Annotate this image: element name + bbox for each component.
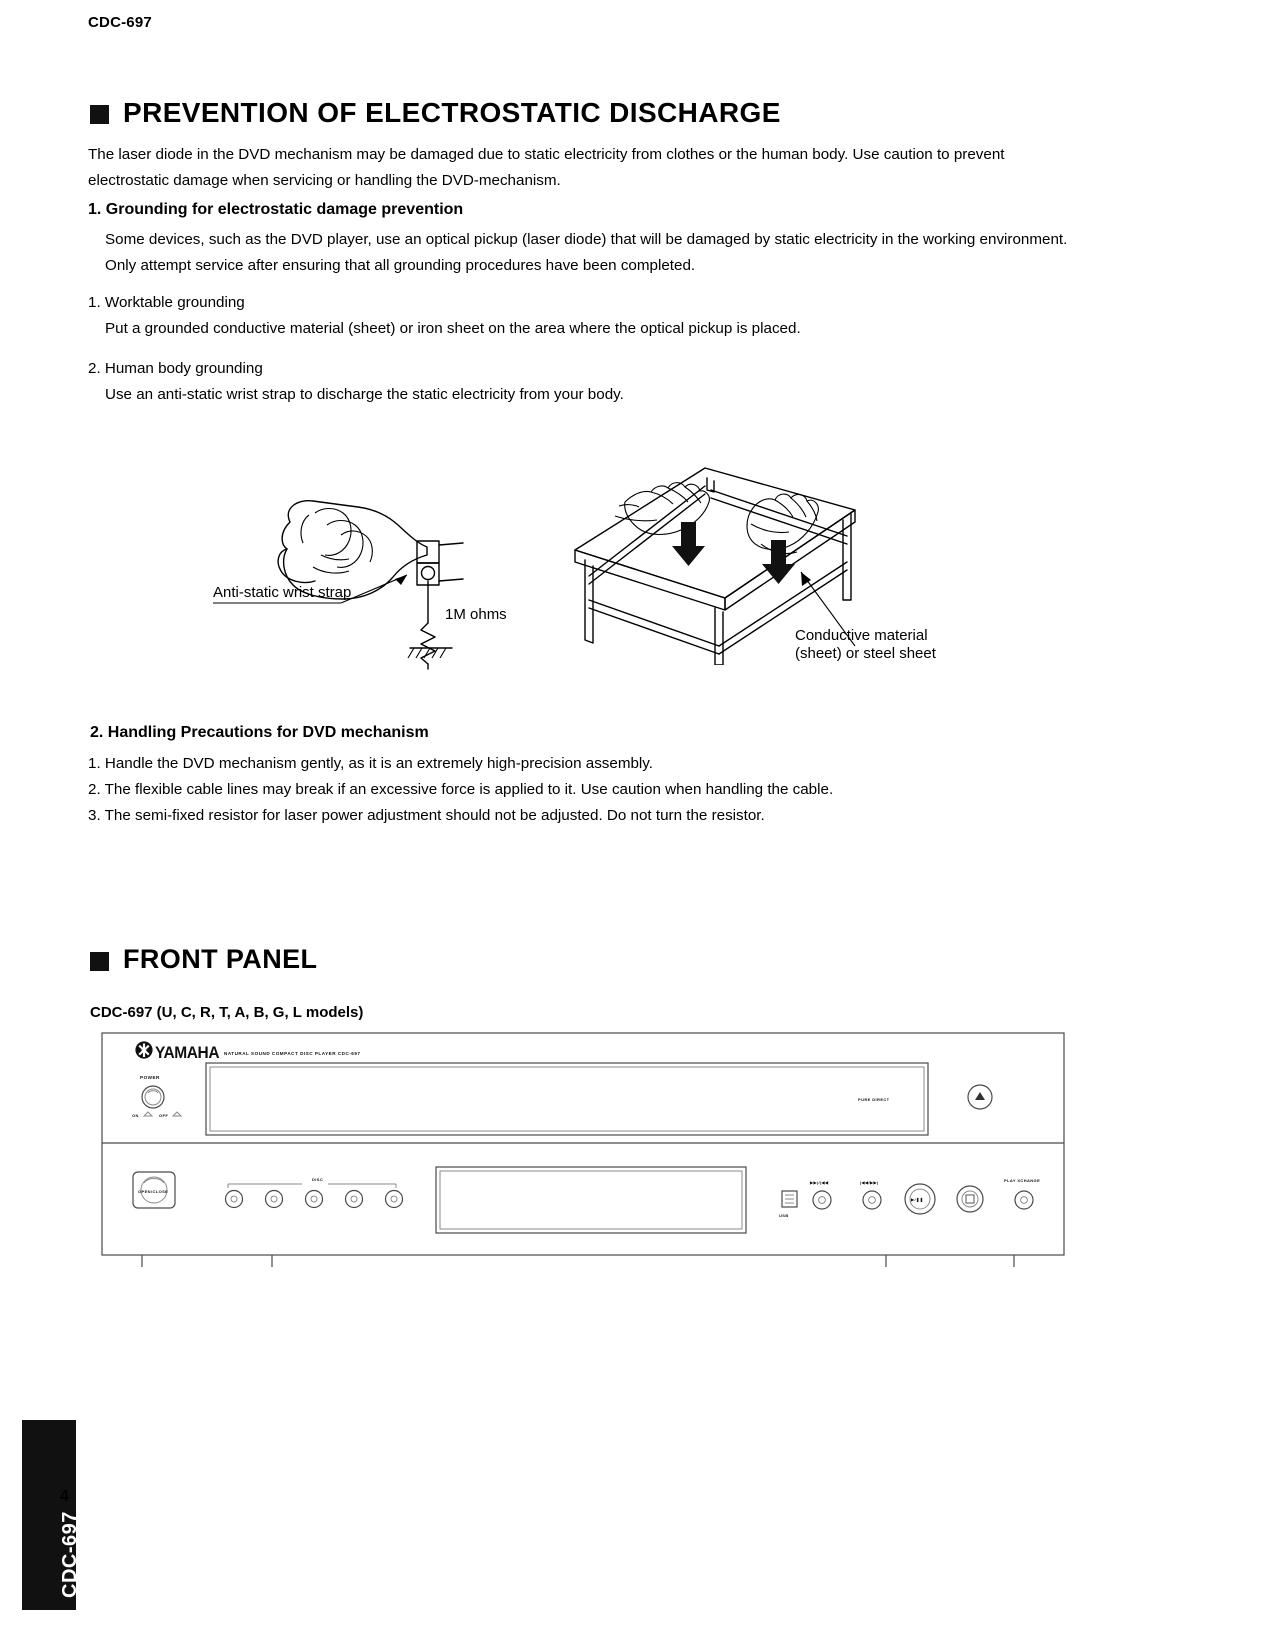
handling-item-1: 1. Handle the DVD mechanism gently, as it is an extremely high-precision assembly.: [88, 755, 653, 772]
disc-label: DISC: [312, 1177, 324, 1182]
brand-wordmark: YAMAHA: [155, 1044, 220, 1063]
ground-symbol-icon: [400, 640, 460, 664]
skip-back-label: ▶▶|/|◀◀: [810, 1180, 829, 1185]
handling-item-3: 3. The semi-fixed resistor for laser power adjustment should not be adjusted. Do not turn the resistor.: [88, 807, 765, 824]
skip-fwd-label: |◀◀/▶▶|: [860, 1180, 879, 1185]
esd-item1-title: 1. Worktable grounding: [88, 294, 245, 311]
label-conductive-material-1: Conductive material: [795, 627, 928, 644]
section-heading-front-panel: [90, 944, 317, 975]
square-bullet-icon: [90, 952, 109, 971]
side-tab: [22, 1420, 81, 1610]
power-switch[interactable]: [142, 1086, 164, 1108]
esd-sub1-title: 1. Grounding for electrostatic damage prevention: [88, 201, 464, 218]
handling-precautions-title: 2. Handling Precautions for DVD mechanism: [90, 724, 429, 741]
skip-forward-button[interactable]: [863, 1191, 881, 1209]
esd-item1-body: Put a grounded conductive material (sheet) or iron sheet on the area where the optical pickup is placed.: [105, 320, 801, 337]
handling-item-2: 2. The flexible cable lines may break if an excessive force is applied to it. Use caution when handling the cable.: [88, 781, 834, 798]
play-pause-label: ▶/❚❚: [911, 1197, 924, 1202]
esd-item2-title: 2. Human body grounding: [88, 360, 263, 377]
yamaha-logo-icon: [135, 1041, 152, 1058]
usb-label: USB: [779, 1213, 789, 1218]
section-heading-esd: [90, 97, 781, 129]
label-anti-static-wrist-strap: Anti-static wrist strap: [213, 584, 352, 601]
section-title-front-panel: FRONT PANEL: [123, 944, 318, 974]
disc-button[interactable]: [266, 1191, 283, 1208]
esd-sub1-body: Some devices, such as the DVD player, use an optical pickup (laser diode) that will be damaged by static electricity in the working environment. Only attempt service after ensuring that all grounding procedures have been completed.: [105, 231, 1068, 274]
side-tab-label: CDC-697: [59, 1511, 81, 1598]
power-off-label: OFF: [159, 1113, 169, 1118]
skip-back-button[interactable]: [813, 1191, 831, 1209]
stop-button[interactable]: [957, 1186, 983, 1212]
label-conductive-material-2: (sheet) or steel sheet: [795, 645, 936, 662]
esd-item2-body: Use an anti-static wrist strap to discharge the static electricity from your body.: [105, 386, 624, 403]
disc-button[interactable]: [346, 1191, 363, 1208]
figure-worktable: [555, 450, 975, 665]
esd-intro-paragraph: The laser diode in the DVD mechanism may be damaged due to static electricity from clothes or the human body. Use caution to prevent electrostatic damage when servicing or handling the DVD-mechanism.: [88, 146, 1005, 189]
figure-front-panel: [96, 1027, 1071, 1267]
open-close-button[interactable]: [133, 1172, 175, 1208]
disc-button[interactable]: [386, 1191, 403, 1208]
page-number: 4: [60, 1488, 69, 1505]
play-xchange-button[interactable]: [1015, 1191, 1033, 1209]
disc-button[interactable]: [306, 1191, 323, 1208]
power-on-label: ON: [132, 1113, 139, 1118]
power-label: POWER: [140, 1075, 160, 1080]
panel-model-text: NATURAL SOUND COMPACT DISC PLAYER CDC-697: [224, 1051, 361, 1056]
square-bullet-icon: [90, 105, 109, 124]
pure-direct-label: PURE DIRECT: [858, 1097, 890, 1102]
figure-wrist-strap: [195, 455, 525, 670]
usb-port[interactable]: [782, 1191, 797, 1207]
open-close-label: OPEN/CLOSE: [138, 1189, 169, 1194]
label-1m-ohms: 1M ohms: [445, 606, 507, 623]
eject-button-top[interactable]: [968, 1085, 992, 1109]
running-head: CDC-697: [88, 14, 152, 31]
section-title-esd: PREVENTION OF ELECTROSTATIC DISCHARGE: [123, 97, 781, 128]
play-pause-button[interactable]: [905, 1184, 935, 1214]
play-xchange-label: PLAY XCHANGE: [1004, 1178, 1041, 1183]
disc-button[interactable]: [226, 1191, 243, 1208]
front-panel-model-line: CDC-697 (U, C, R, T, A, B, G, L models): [90, 1004, 364, 1021]
